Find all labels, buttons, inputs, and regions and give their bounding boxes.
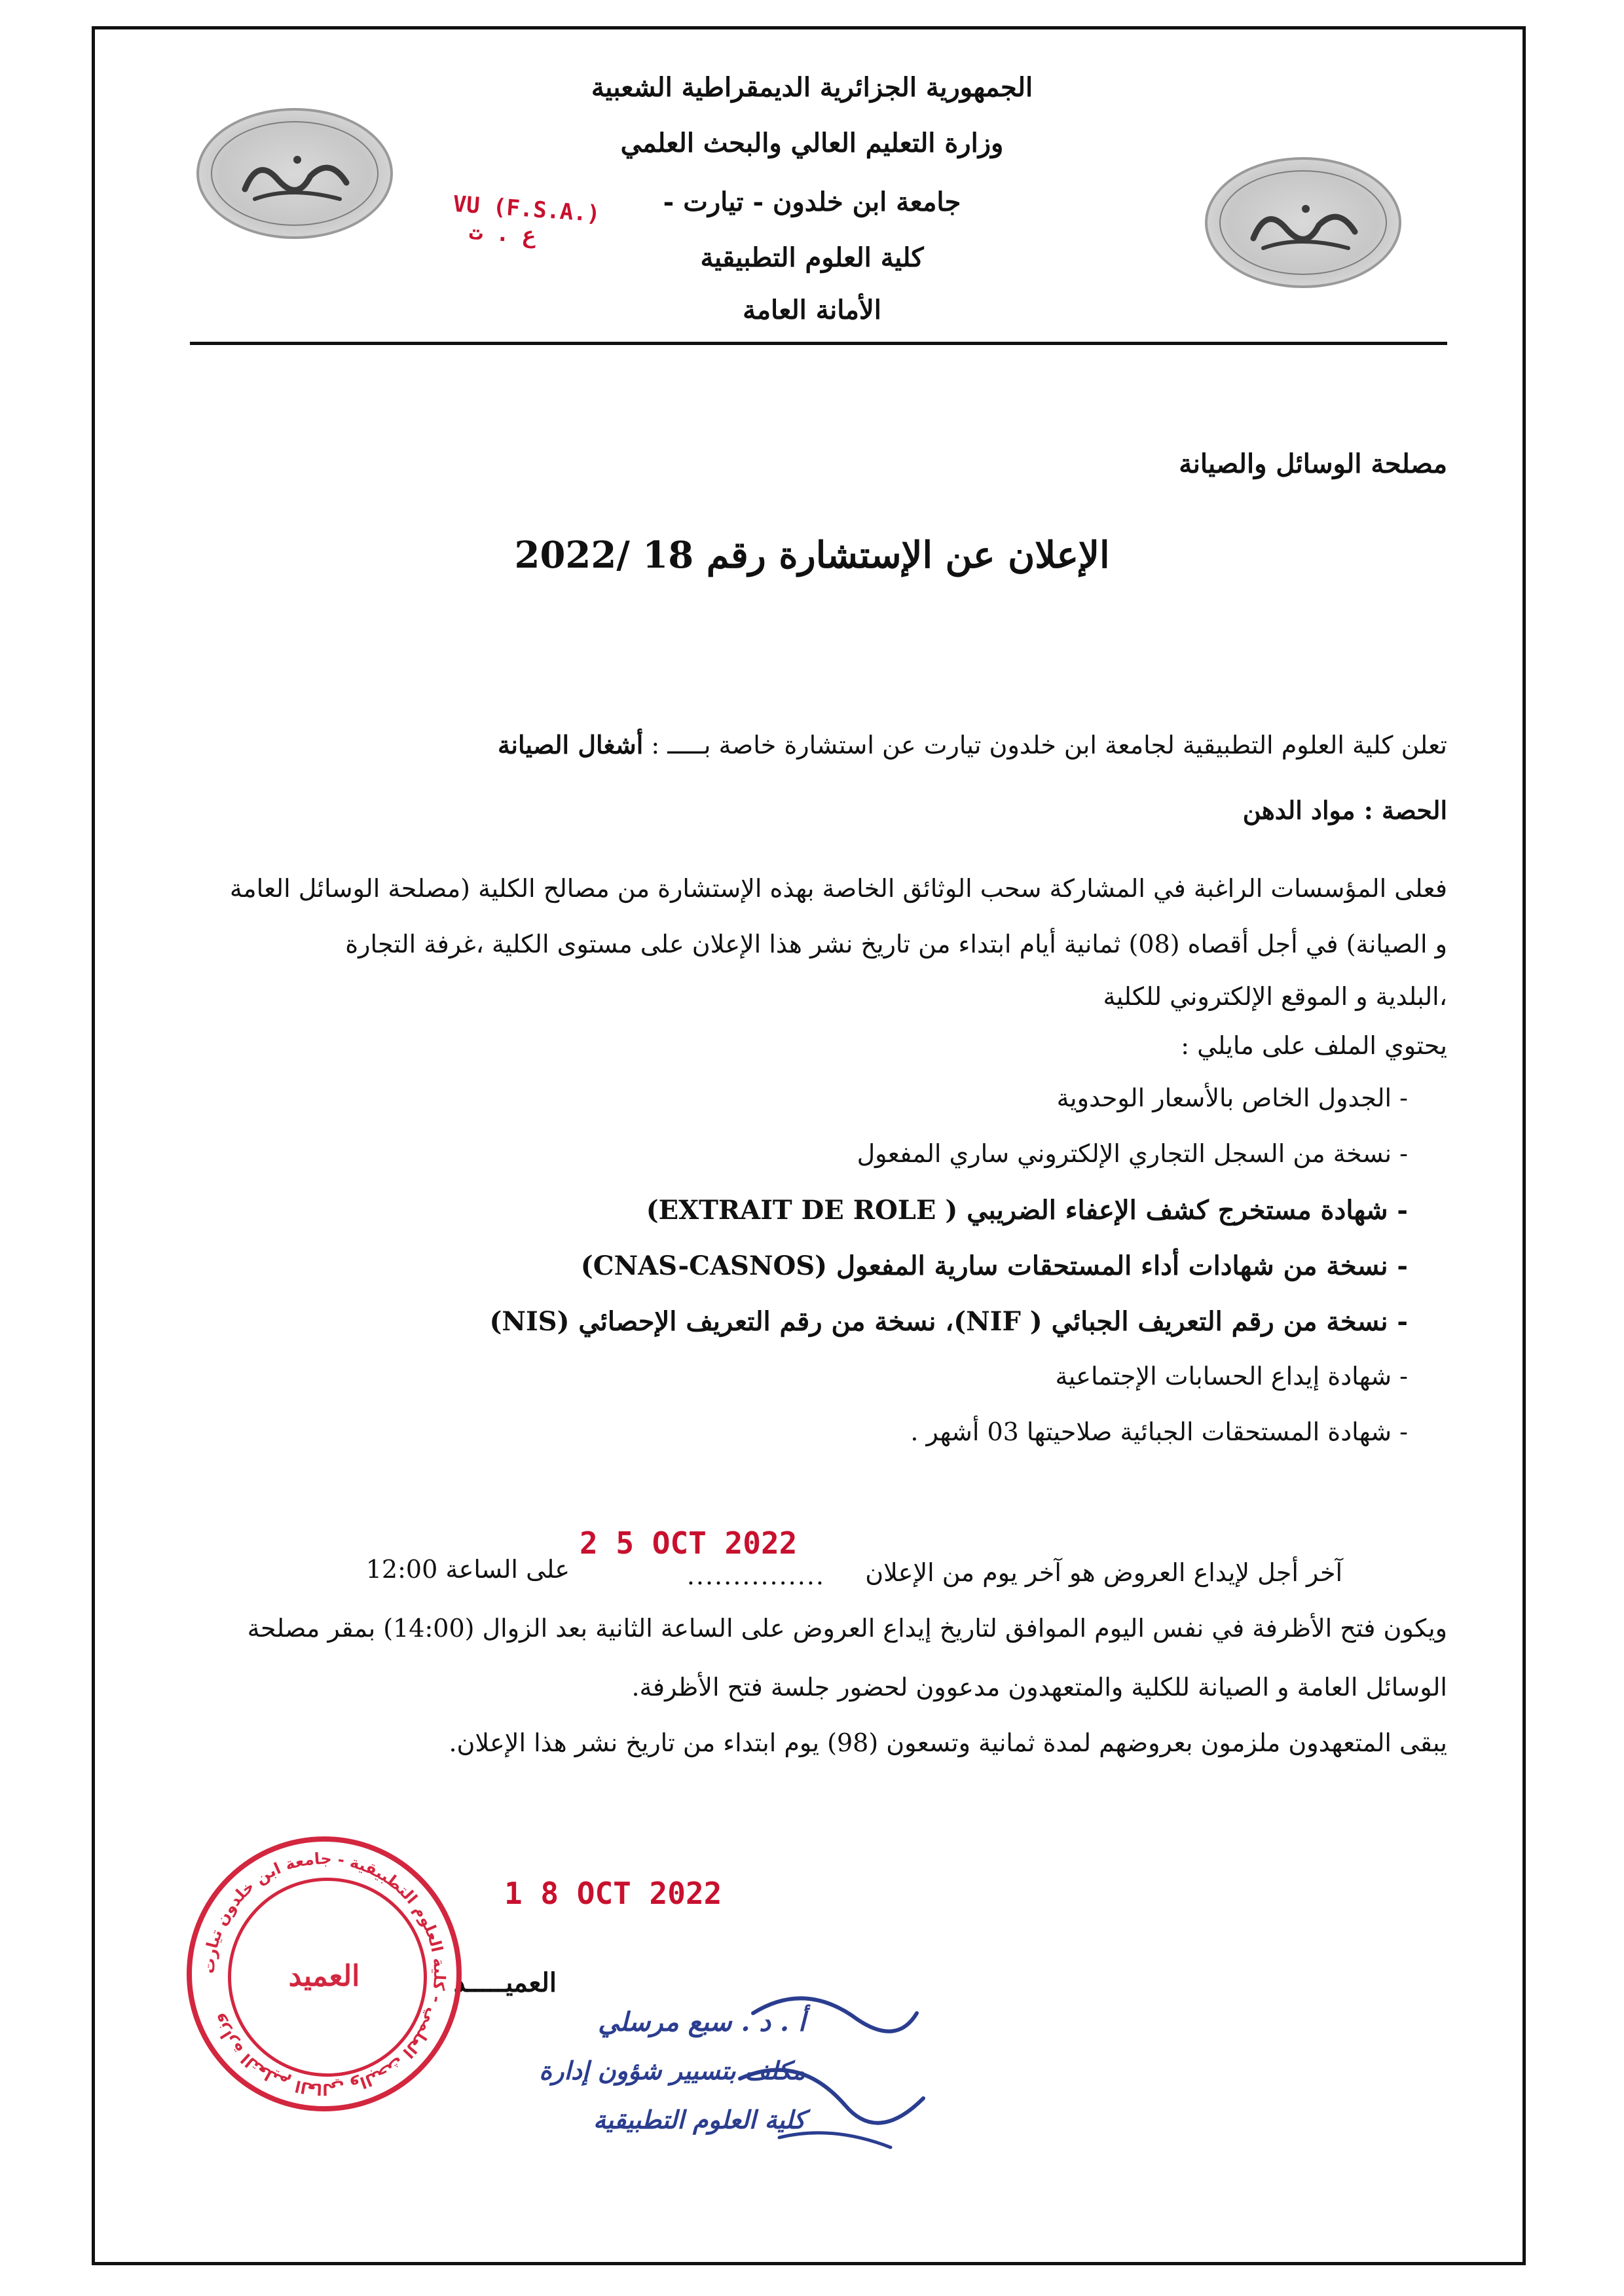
- service-name: مصلحة الوسائل والصيانة: [1179, 448, 1447, 479]
- list-item: - نسخة من رقم التعريف الجبائي ( NIF)، نسخة من رقم التعريف الإحصائي (NIS): [489, 1306, 1408, 1337]
- header-faculty: كلية العلوم التطبيقية: [700, 242, 924, 273]
- list-item: - نسخة من شهادات أداء المستحقات سارية المفعول (CNAS-CASNOS): [580, 1250, 1408, 1281]
- list-item: - شهادة المستحقات الجبائية صلاحيتها 03 أشهر .: [910, 1417, 1408, 1446]
- signature-date-stamp: 1 8 OCT 2022: [504, 1876, 722, 1911]
- dean-label: العميـــــد: [453, 1967, 557, 1998]
- opening-line-1: ويكون فتح الأظرفة في نفس اليوم الموافق لتاريخ إيداع العروض على الساعة الثانية بعد الزوال (14:00) بمقر مصلحة: [247, 1614, 1447, 1643]
- stamp-ring-text: وزارة التعليم العالي والبحث العلمي - كلية العلوم التطبيقية - جامعة ابن خلدون تيارت: [199, 1849, 449, 2099]
- lot-value: مواد الدهن: [1242, 795, 1356, 825]
- list-item: - الجدول الخاص بالأسعار الوحدوية: [1056, 1084, 1408, 1112]
- deadline-dots: ...............: [686, 1561, 825, 1590]
- visa-stamp-line1: VU (F.S.A.): [452, 191, 601, 228]
- signatory-name: أ . د . سبع مرسلي: [598, 2007, 805, 2037]
- opening-line-2: الوسائل العامة و الصيانة للكلية والمتعهدون مدعوون لحضور جلسة فتح الأظرفة.: [631, 1673, 1447, 1702]
- list-item: - شهادة إيداع الحسابات الإجتماعية: [1055, 1362, 1408, 1391]
- announcement-title: الإعلان عن الإستشارة رقم 18 /2022: [514, 534, 1110, 577]
- deadline-date-stamp: 2 5 OCT 2022: [580, 1525, 798, 1561]
- deadline-prefix: آخر أجل لإيداع العروض هو آخر يوم من الإعلان: [865, 1558, 1342, 1587]
- body-line-2: و الصيانة) في أجل أقصاه (08) ثمانية أيام ابتداء من تاريخ نشر هذا الإعلان على مستوى الكلية ،غرفة التجارة: [345, 930, 1447, 958]
- dean-official-stamp: [187, 1836, 462, 2111]
- list-item: - نسخة من السجل التجاري الإلكتروني ساري المفعول: [857, 1139, 1408, 1168]
- signatory-faculty: كلية العلوم التطبيقية: [593, 2105, 805, 2134]
- university-seal-left: [196, 108, 393, 239]
- intro-text: تعلن كلية العلوم التطبيقية لجامعة ابن خلدون تيارت عن استشارة خاصة بـــــ :: [651, 731, 1447, 759]
- header-divider: [190, 342, 1447, 345]
- header-secretariat: الأمانة العامة: [743, 295, 881, 325]
- body-line-3: ،البلدية و الموقع الإلكتروني للكلية: [1103, 982, 1447, 1011]
- header-ministry: وزارة التعليم العالي والبحث العلمي: [620, 128, 1004, 158]
- file-contains: يحتوي الملف على مايلي :: [1181, 1031, 1447, 1060]
- visa-stamp-line2: ع . ت: [468, 218, 538, 249]
- stamp-center-text: العميد: [288, 1959, 360, 1993]
- university-seal-right: [1205, 157, 1401, 288]
- lot-line: [1243, 795, 1447, 825]
- validity-line: يبقى المتعهدون ملزمون بعروضهم لمدة ثمانية وتسعون (98) يوم ابتداء من تاريخ نشر هذا الإعلان.: [449, 1728, 1447, 1757]
- list-item: - شهادة مستخرج كشف الإعفاء الضريبي ( EXTRAIT DE ROLE): [646, 1195, 1408, 1226]
- lot-label: الحصة :: [1363, 795, 1447, 825]
- signatory-role: مكلف بتسيير شؤون إدارة: [539, 2056, 805, 2085]
- header-university: جامعة ابن خلدون - تيارت -: [663, 187, 961, 217]
- header-republic: الجمهورية الجزائرية الديمقراطية الشعبية: [591, 72, 1033, 103]
- body-line-1: فعلى المؤسسات الراغبة في المشاركة سحب الوثائق الخاصة بهذه الإستشارة من مصالح الكلية (مصلحة الوسائل العامة: [229, 874, 1447, 903]
- deadline-suffix: على الساعة 12:00: [365, 1555, 570, 1584]
- intro-line: [498, 730, 1447, 759]
- intro-subject: أشغال الصيانة: [498, 730, 644, 759]
